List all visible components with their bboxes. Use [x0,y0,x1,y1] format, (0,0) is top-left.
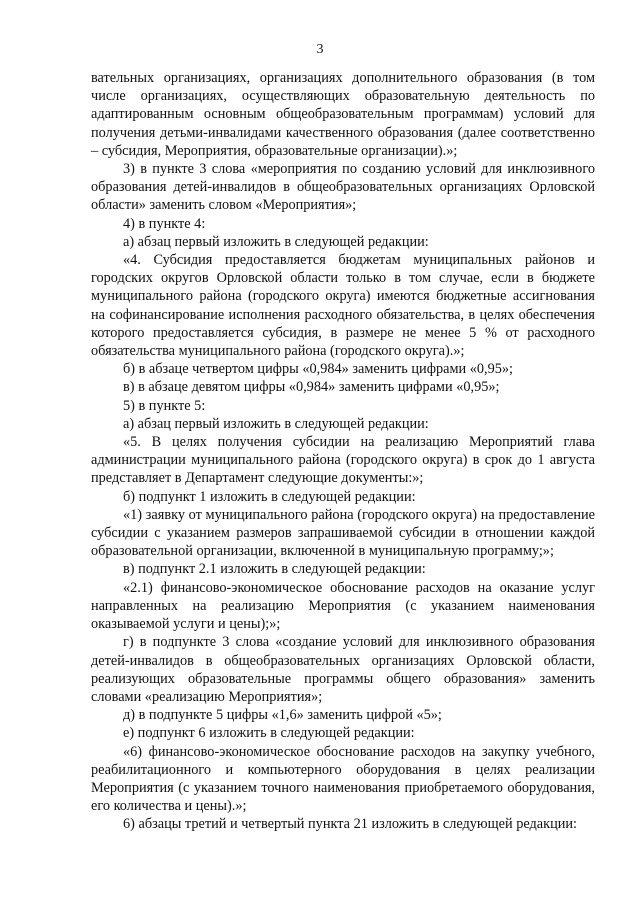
paragraph-item-4a: а) абзац первый изложить в следующей редакции: [123,233,429,250]
paragraph-quote-5-2-1: «2.1) финансово-экономическое обоснование расходов на оказание услуг направленных на реализацию Мероприятия (с указанием наименования оказываемой услуги и цены);»; [91,579,595,633]
paragraph-quote-5-1: «1) заявку от муниципального района (городского округа) на предоставление субсидии с указанием размеров запрашиваемой субсидии в отношении каждой образовательной организации, включенной в муниципальную программу;»; [91,506,595,560]
page-number: 3 [316,42,324,57]
paragraph-item-3: 3) в пункте 3 слова «мероприятия по созданию условий для инклюзивного образования детей-инвалидов в общеобразовательных организациях Орловской области» заменить словом «Мероприятия»; [91,161,595,214]
paragraph-item-4b: б) в абзаце четвертом цифры «0,984» заменить цифрами «0,95»; [123,361,514,378]
paragraph-item-5a: а) абзац первый изложить в следующей редакции: [123,415,429,432]
paragraph-item-4: 4) в пункте 4: [123,215,206,232]
paragraph-item-5d: д) в подпункте 5 цифры «1,6» заменить цифрой «5»; [123,707,442,724]
paragraph-quote-4: «4. Субсидия предоставляется бюджетам муниципальных районов и городских округов Орловской области только в том случае, если в бюджете муниципального района (городского округа) имеются бюджетные ассигнования на софинансирование исполнения расходного обязательства, в целях обеспечения которого предоставляется субсидия, в размере не менее 5 % от расходного обязательства муниципального района (городского округа).»; [91,252,595,360]
paragraph-item-5g: г) в подпункте 3 слова «создание условий для инклюзивного образования детей-инвалидов в общеобразовательных организациях Орловской области, реализующих образовательные программы общего образования» заменить словами «реализацию Мероприятия»; [91,634,595,705]
paragraph-item-4v: в) в абзаце девятом цифры «0,984» заменить цифрами «0,95»; [123,379,500,396]
paragraph-item-5: 5) в пункте 5: [123,397,206,414]
document-body [91,69,595,834]
paragraph-continuation: вательных организациях, организациях дополнительного образования (в том числе организациях, осуществляющих образовательную деятельность по адаптированным основным общеобразовательным программам) условий для получения детьми-инвалидами качественного образования (далее соответственно – субсидия, Мероприятия, образовательные организации).»; [91,70,595,159]
paragraph-item-5e: е) подпункт 6 изложить в следующей редакции: [123,725,415,742]
paragraph-item-6: 6) абзацы третий и четвертый пункта 21 изложить в следующей редакции: [123,816,577,833]
paragraph-item-5b: б) подпункт 1 изложить в следующей редакции: [123,488,416,505]
paragraph-quote-5: «5. В целях получения субсидии на реализацию Мероприятий глава администрации муниципального района (городского округа) в срок до 1 августа представляет в Департамент следующие документы:»; [91,434,595,487]
paragraph-item-5v: в) подпункт 2.1 изложить в следующей редакции: [123,561,426,578]
paragraph-quote-5-6: «6) финансово-экономическое обоснование расходов на закупку учебного, реабилитационного и компьютерного оборудования в целях реализации Мероприятия (с указанием точного наименования приобретаемого оборудования, его количества и цены).»; [91,743,595,815]
